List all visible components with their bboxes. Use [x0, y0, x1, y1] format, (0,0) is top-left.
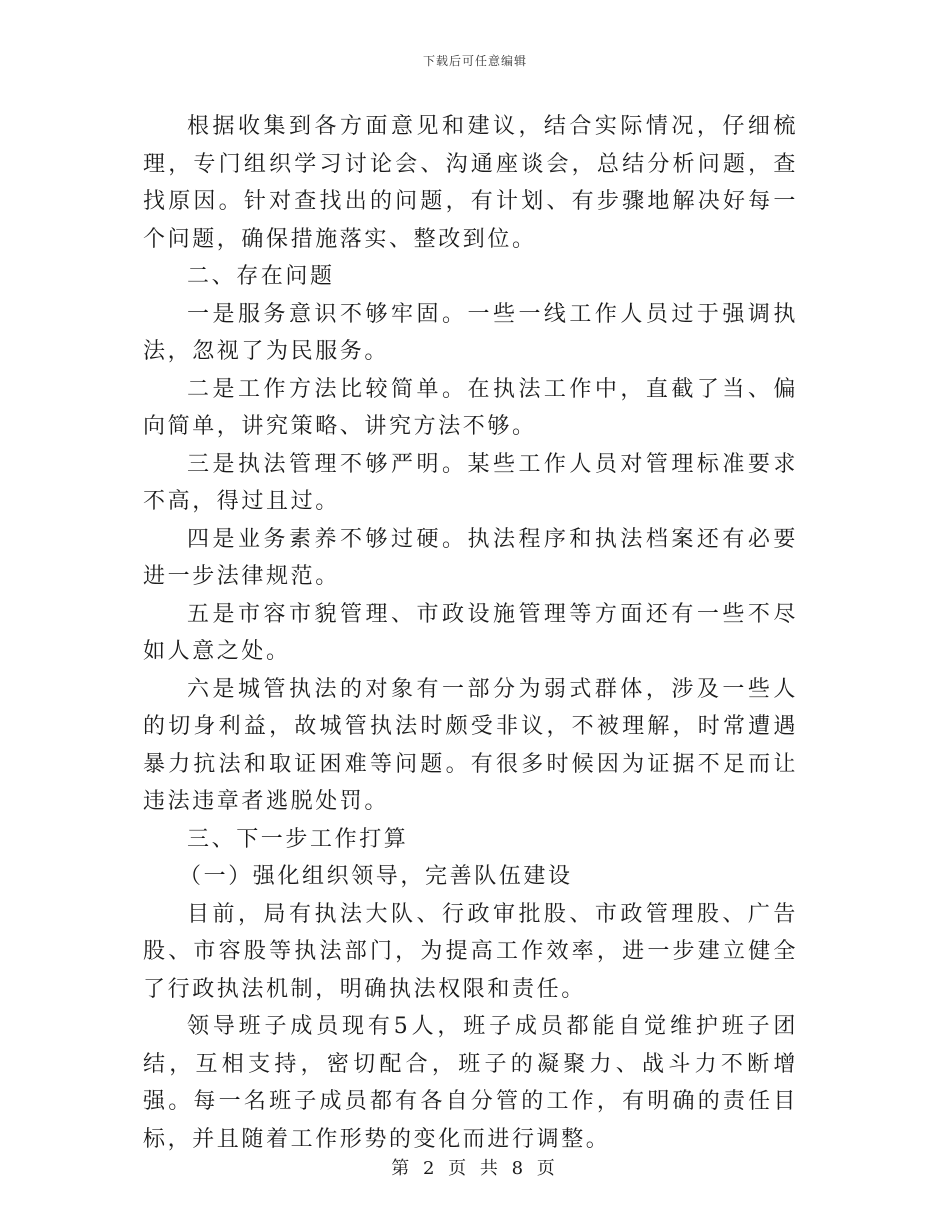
paragraph-analysis: 根据收集到各方面意见和建议，结合实际情况，仔细梳理，专门组织学习讨论会、沟通座谈会，总结分析问题，查找原因。针对查找出的问题，有计划、有步骤地解决好每一个问题，确保措施落实、整改到位。	[143, 114, 798, 252]
paragraph-problem-6: 六是城管执法的对象有一部分为弱式群体，涉及一些人的切身利益，故城管执法时颇受非议，不被理解，时常遭遇暴力抗法和取证困难等问题。有很多时候因为证据不足而让违法违章者逃脱处罚。	[143, 676, 798, 814]
page-number: 第 2 页 共 8 页	[391, 1158, 559, 1179]
paragraph-problem-4: 四是业务素养不够过硬。执法程序和执法档案还有必要进一步法律规范。	[143, 526, 798, 589]
document-body	[143, 108, 798, 1158]
section-heading-next-steps: 三、下一步工作打算	[187, 826, 409, 852]
paragraph-problem-2: 二是工作方法比较简单。在执法工作中，直截了当、偏向简单，讲究策略、讲究方法不够。	[143, 376, 798, 439]
paragraph-problem-3: 三是执法管理不够严明。某些工作人员对管理标准要求不高，得过且过。	[143, 451, 798, 514]
page-header: 下载后可任意编辑	[422, 54, 527, 68]
paragraph-problem-5: 五是市容市貌管理、市政设施管理等方面还有一些不尽如人意之处。	[143, 601, 798, 664]
paragraph-problem-1: 一是服务意识不够牢固。一些一线工作人员过于强调执法，忽视了为民服务。	[143, 301, 798, 364]
subsection-heading-organization: （一）强化组织领导，完善队伍建设	[179, 864, 573, 889]
paragraph-leadership: 领导班子成员现有5人，班子成员都能自觉维护班子团结，互相支持，密切配合，班子的凝聚力、战斗力不断增强。每一名班子成员都有各自分管的工作，有明确的责任目标，并且随着工作形势的变化而进行调整。	[143, 1014, 798, 1152]
paragraph-departments: 目前，局有执法大队、行政审批股、市政管理股、广告股、市容股等执法部门，为提高工作效率，进一步建立健全了行政执法机制，明确执法权限和责任。	[143, 901, 798, 1002]
section-heading-problems: 二、存在问题	[187, 264, 335, 289]
